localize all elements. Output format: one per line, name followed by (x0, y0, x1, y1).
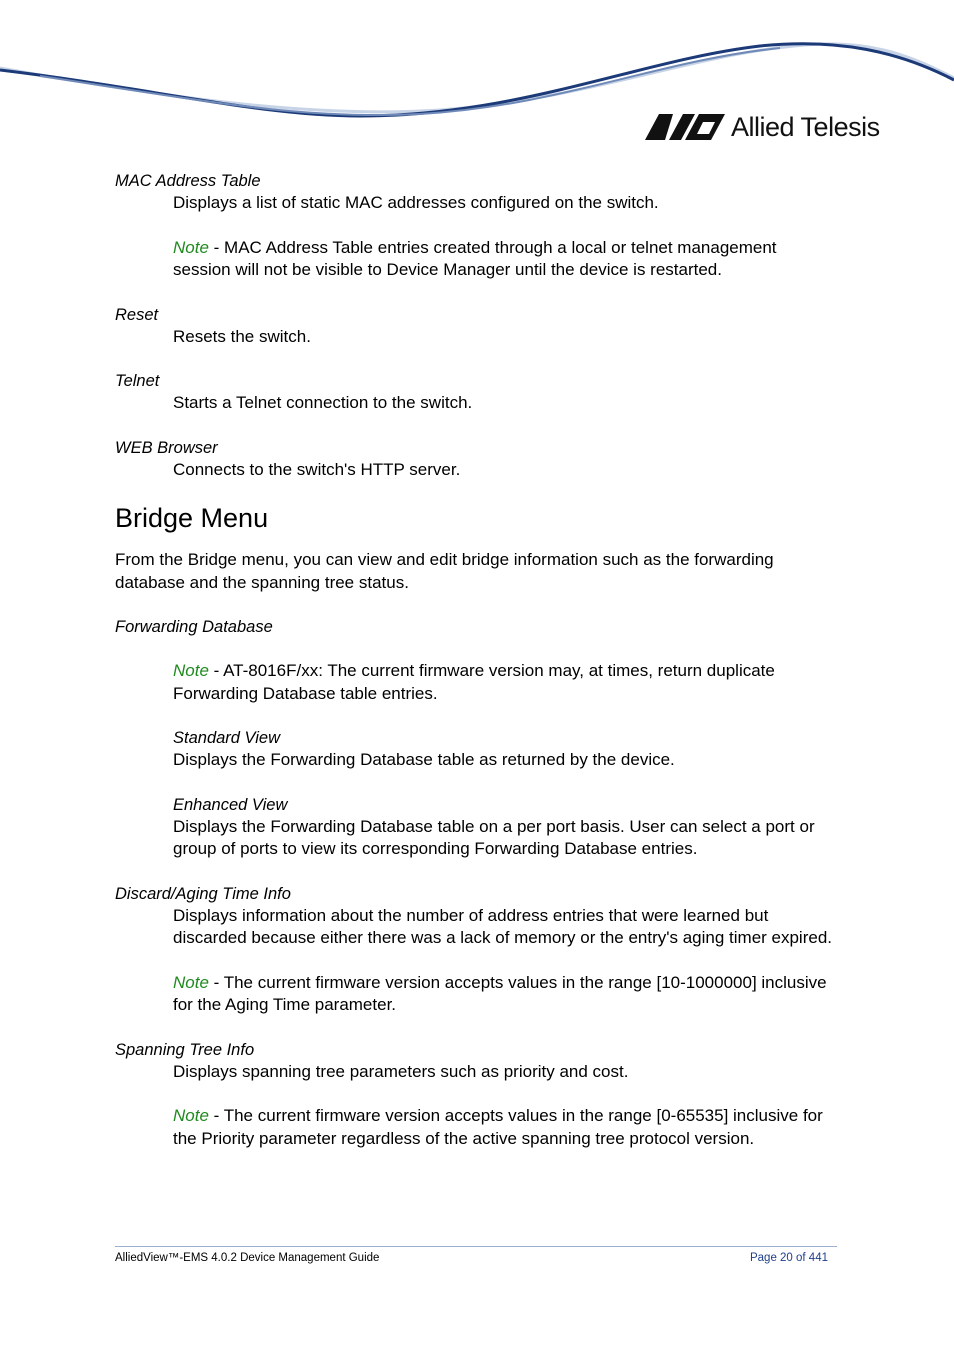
footer-page-number: Page 20 of 441 (749, 1252, 828, 1264)
note-label: Note (173, 237, 209, 257)
term-forwarding-database: Forwarding Database (115, 618, 273, 636)
term-standard-view: Standard View (173, 729, 281, 747)
desc-standard-view: Displays the Forwarding Database table as returned by the device. (173, 750, 675, 769)
footer-document-title: AlliedView™-EMS 4.0.2 Device Management Guide (115, 1252, 380, 1264)
allied-telesis-logo (645, 110, 880, 144)
note-label: Note (173, 972, 209, 992)
note-label: Note (173, 661, 209, 680)
desc-enhanced-view: Displays the Forwarding Database table on a per port basis. User can select a port or group of ports to view its corresponding Forwarding Database entries. (173, 816, 815, 858)
note-mac-address-table (173, 237, 835, 282)
allied-telesis-logo-icon (645, 114, 725, 140)
note-forwarding-database (173, 660, 835, 705)
term-enhanced-view: Enhanced View (173, 795, 288, 814)
term-spanning-tree-info: Spanning Tree Info (115, 1040, 255, 1059)
desc-reset: Resets the switch. (173, 326, 311, 346)
term-telnet: Telnet (115, 372, 160, 390)
logo-text: Allied Telesis (731, 111, 880, 142)
footer-divider (115, 1246, 837, 1247)
desc-discard-aging-time-info: Displays information about the number of address entries that were learned but discarded because either there was a lack of memory or the entry's aging timer expired. (173, 905, 833, 947)
note-spanning-tree-info (173, 1105, 835, 1150)
page-content (115, 170, 835, 1150)
note-discard-aging-time-info (173, 972, 835, 1017)
note-text: - MAC Address Table entries created through a local or telnet management session will not be visible to Device Manager until the device is restarted. (173, 237, 777, 279)
desc-telnet: Starts a Telnet connection to the switch. (173, 393, 473, 412)
term-mac-address-table: MAC Address Table (115, 172, 261, 190)
term-web-browser: WEB Browser (115, 438, 218, 457)
bridge-intro: From the Bridge menu, you can view and edit bridge information such as the forwarding database and the spanning tree status. (115, 550, 774, 592)
term-discard-aging-time-info: Discard/Aging Time Info (115, 884, 291, 903)
note-text: - AT-8016F/xx: The current firmware version may, at times, return duplicate Forwarding Database table entries. (173, 661, 775, 703)
note-text: - The current firmware version accepts values in the range [0-65535] inclusive for the Priority parameter regardless of the active spanning tree protocol version. (173, 1106, 823, 1148)
desc-mac-address-table: Displays a list of static MAC addresses configured on the switch. (173, 193, 659, 212)
section-heading-bridge-menu: Bridge Menu (115, 503, 269, 533)
note-label: Note (173, 1106, 209, 1125)
desc-web-browser: Connects to the switch's HTTP server. (173, 459, 461, 479)
term-reset: Reset (115, 305, 159, 324)
note-text: - The current firmware version accepts values in the range [10-1000000] inclusive for the Aging Time parameter. (173, 972, 827, 1014)
desc-spanning-tree-info: Displays spanning tree parameters such as priority and cost. (173, 1061, 629, 1081)
